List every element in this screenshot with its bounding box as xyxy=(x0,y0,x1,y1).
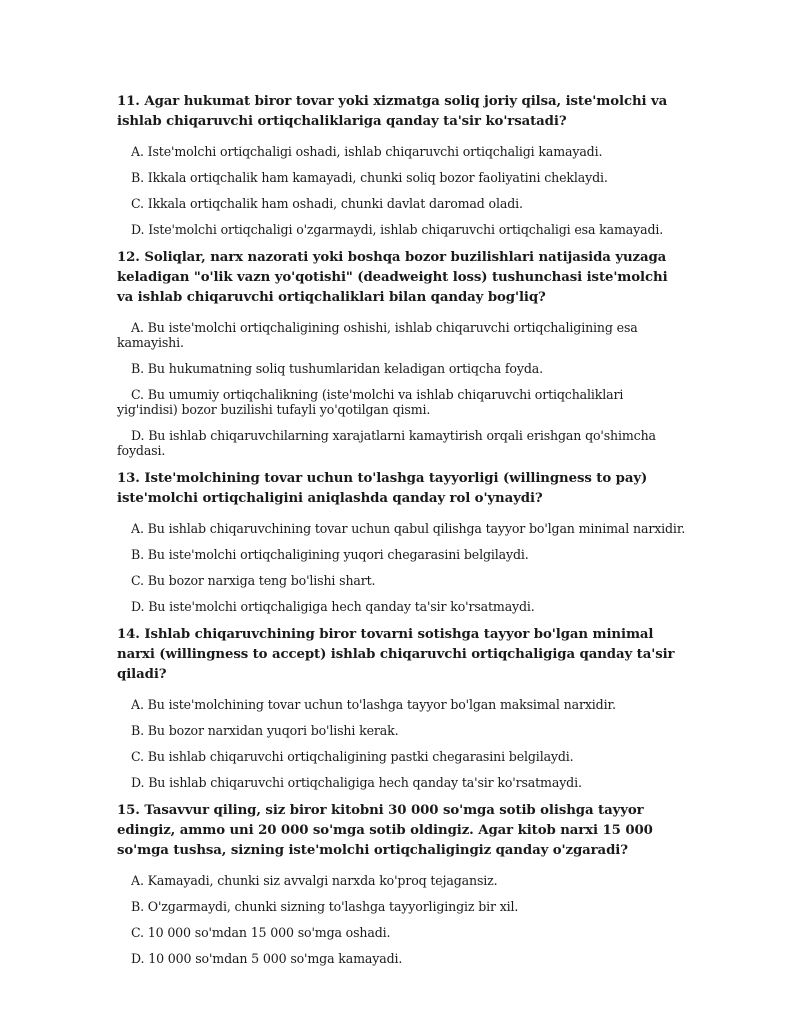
option-a: A. Bu iste'molchining tovar uchun to'lashga tayyor bo'lgan maksimal narxidir. xyxy=(131,697,616,712)
option-c: C. Ikkala ortiqchalik ham oshadi, chunki davlat daromad oladi. xyxy=(131,196,523,211)
option-b: B. Bu hukumatning soliq tushumlaridan keladigan ortiqcha foyda. xyxy=(131,361,543,376)
option-c: C. Bu umumiy ortiqchalikning (iste'molchi va ishlab chiqaruvchi ortiqchaliklari yig'indisi) bozor buzilishi tufayli yo'qotilgan qismi. xyxy=(117,387,624,417)
option-b: B. Ikkala ortiqchalik ham kamayadi, chunki soliq bozor faoliyatini cheklaydi. xyxy=(131,170,608,185)
option-a: A. Bu iste'molchi ortiqchaligining oshishi, ishlab chiqaruvchi ortiqchaligining esa kamayishi. xyxy=(117,320,638,350)
option-a: A. Kamayadi, chunki siz avvalgi narxda ko'proq tejagansiz. xyxy=(131,873,498,888)
option-b: B. Bu bozor narxidan yuqori bo'lishi kerak. xyxy=(131,723,399,738)
option-b: B. O'zgarmaydi, chunki sizning to'lashga tayyorligingiz bir xil. xyxy=(131,899,519,914)
option-d: D. Bu iste'molchi ortiqchaligiga hech qanday ta'sir ko'rsatmaydi. xyxy=(131,599,535,614)
option-c: C. Bu bozor narxiga teng bo'lishi shart. xyxy=(131,573,376,588)
document-page xyxy=(117,92,687,977)
question-title: 14. Ishlab chiqaruvchining biror tovarni sotishga tayyor bo'lgan minimal narxi (willingness to accept) ishlab chiqaruvchi ortiqchaligiga qanday ta'sir qiladi? xyxy=(117,627,675,682)
option-d: D. Bu ishlab chiqaruvchilarning xarajatlarni kamaytirish orqali erishgan qo'shimcha foydasi. xyxy=(117,428,656,458)
option-d: D. 10 000 so'mdan 5 000 so'mga kamayadi. xyxy=(131,951,403,966)
question-13 xyxy=(117,469,687,614)
question-11 xyxy=(117,92,687,237)
question-15 xyxy=(117,801,687,966)
question-title: 11. Agar hukumat biror tovar yoki xizmatga soliq joriy qilsa, iste'molchi va ishlab chiqaruvchi ortiqchaliklariga qanday ta'sir ko'rsatadi? xyxy=(117,94,668,129)
question-title: 15. Tasavvur qiling, siz biror kitobni 30 000 so'mga sotib olishga tayyor edingiz, ammo uni 20 000 so'mga sotib oldingiz. Agar kitob narxi 15 000 so'mga tushsa, sizning iste'molchi ortiqchaligingiz qanday o'zgaradi? xyxy=(117,803,653,858)
question-title: 12. Soliqlar, narx nazorati yoki boshqa bozor buzilishlari natijasida yuzaga keladigan "o'lik vazn yo'qotishi" (deadweight loss) tushunchasi iste'molchi va ishlab chiqaruvchi ortiqchaliklari bilan qanday bog'liq? xyxy=(117,250,668,305)
option-c: C. Bu ishlab chiqaruvchi ortiqchaligining pastki chegarasini belgilaydi. xyxy=(131,749,574,764)
question-title: 13. Iste'molchining tovar uchun to'lashga tayyorligi (willingness to pay) iste'molchi ortiqchaligini aniqlashda qanday rol o'ynaydi? xyxy=(117,471,648,506)
option-a: A. Iste'molchi ortiqchaligi oshadi, ishlab chiqaruvchi ortiqchaligi kamayadi. xyxy=(131,144,603,159)
option-d: D. Iste'molchi ortiqchaligi o'zgarmaydi, ishlab chiqaruvchi ortiqchaligi esa kamayadi. xyxy=(131,222,664,237)
option-c: C. 10 000 so'mdan 15 000 so'mga oshadi. xyxy=(131,925,391,940)
option-d: D. Bu ishlab chiqaruvchi ortiqchaligiga hech qanday ta'sir ko'rsatmaydi. xyxy=(131,775,582,790)
question-12 xyxy=(117,248,687,458)
option-b: B. Bu iste'molchi ortiqchaligining yuqori chegarasini belgilaydi. xyxy=(131,547,529,562)
question-14 xyxy=(117,625,687,790)
option-a: A. Bu ishlab chiqaruvchining tovar uchun qabul qilishga tayyor bo'lgan minimal narxidir. xyxy=(131,521,686,536)
